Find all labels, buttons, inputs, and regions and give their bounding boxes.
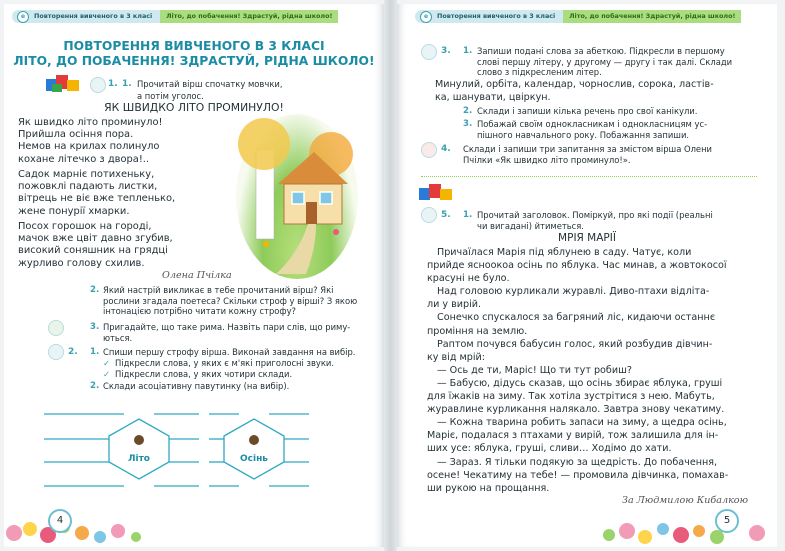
exercise4-line: Пчілки «Як швидко літо проминуло!». — [463, 154, 631, 165]
poem-line: кохане літечко з двора!.. — [18, 153, 150, 165]
poem-line: Немов на крилах полинуло — [18, 141, 160, 153]
exercise3-2-number: 2. — [463, 106, 473, 116]
exercise2-1-text: Спиши першу строфу вірша. Виконай завдання на вибір. — [103, 347, 356, 357]
exercise3-3-line: Побажай своїм однокласникам і однокласницям ус- — [477, 119, 708, 129]
left-page — [4, 4, 384, 547]
association-webs — [44, 404, 309, 489]
exercise2-number: 2. — [68, 347, 78, 357]
home-icon — [421, 142, 437, 158]
left-header-section: Повторення вивченого в 3 класі — [12, 10, 160, 23]
poem-line: вітрець не віє вже тепленько, — [18, 193, 176, 205]
story-line: — Ось де ти, Маріс! Що ти тут робиш? — [437, 364, 632, 376]
exercise3-3-line: пішного навчального року. Побажання запиши. — [477, 129, 690, 140]
task3-line: ються. — [103, 332, 133, 343]
exercise4-line: Склади і запиши три запитання за змістом вірша Олени — [463, 144, 713, 154]
exercise5-1-line: чи вигадані) йтиметься. — [477, 220, 584, 231]
exercise3-1-line: слові першу літеру, у другому — другу і так далі. Склади — [477, 56, 733, 67]
poem-line: мачок вже цвіт давно згубив, — [18, 233, 173, 245]
poem-author: Олена Пчілка — [162, 270, 232, 281]
story-line: красуні не було. — [427, 273, 510, 285]
story-line: прийде ясноокоа осінь по яблука. Час минав, а жовтокосої — [427, 260, 727, 272]
story-line: журавлине курликання налякало. Завтра знову чекатиму. — [427, 404, 725, 416]
blocks-icon — [419, 184, 457, 206]
word-list-line: Минулий, орбіта, календар, чорнослив, сорока, ластів- — [435, 79, 714, 90]
topic-title: ЛІТО, ДО ПОБАЧЕННЯ! ЗДРАСТУЙ, РІДНА ШКОЛО! — [13, 54, 375, 68]
task2-line: Який настрій викликає в тебе прочитаний вірш? Які — [103, 285, 334, 295]
task1-subnumber: 1. — [122, 79, 132, 89]
page-number-right: 5 — [715, 509, 739, 533]
poem-line: журливо голову схилив. — [18, 257, 145, 269]
exercise5-1-number: 1. — [463, 210, 473, 220]
check-icon: ✓ — [103, 358, 111, 368]
section-divider — [421, 176, 757, 177]
task3-text — [103, 322, 350, 343]
story-line: осене! Чекатиму на тебе! — промовила дівчинка, помахав- — [427, 469, 729, 481]
option-1-text: Підкресли слова, у яких є м'які приголосні звуки. — [115, 358, 335, 368]
exercise5-1-line: Прочитай заголовок. Поміркуй, про які події (реальні — [477, 210, 713, 220]
exercise5-number: 5. — [441, 210, 451, 220]
exercise4-text — [463, 144, 712, 165]
blocks-icon — [46, 75, 84, 97]
check-icon: ✓ — [103, 369, 111, 379]
flower-border-left — [4, 511, 204, 545]
header-logo-icon: е — [420, 11, 432, 23]
pencil-icon — [421, 44, 437, 60]
poem-line: Посох горошок на городі, — [18, 221, 152, 232]
story-line: — Зараз. Я тільки подякую за щедрість. До побачення, — [437, 456, 718, 468]
exercise4-number: 4. — [441, 144, 451, 154]
right-header — [415, 10, 741, 23]
poem-stanza-3 — [18, 221, 173, 270]
poem-line: пожовклі падають листки, — [18, 181, 158, 193]
task1-number: 1. — [108, 79, 118, 89]
book-gutter — [384, 0, 397, 551]
story-line: — Кожна тварина робить запаси на зиму, а щедра осінь, — [437, 417, 727, 429]
exercise3-1-text — [477, 46, 732, 78]
story-line: для їжаків на зиму. Так хотіла зустрітися з нею. Мабуть, — [427, 391, 715, 403]
autumn-house-illustration — [236, 114, 358, 279]
poem-stanza-1 — [18, 117, 162, 166]
exercise2-2-number: 2. — [90, 381, 100, 391]
page-number-left: 4 — [48, 509, 72, 533]
story-line: Маріє, подалася з птахами у вирій, тож залишила для ін- — [427, 430, 719, 442]
group-icon — [48, 320, 64, 336]
exercise2-1-number: 1. — [90, 347, 100, 357]
poem-line: Садок марніє потихеньку, — [18, 169, 155, 180]
exercise3-3-text — [477, 119, 707, 140]
task2-line: інтонацією потрібно читати кожну строфу? — [103, 306, 296, 317]
exercise3-3-number: 3. — [463, 119, 473, 129]
story-line: ши рукою на прощання. — [427, 482, 550, 494]
web-center-summer: Літо — [128, 454, 150, 464]
right-page — [397, 4, 777, 547]
exercise3-1-line: слово з підкресленим літер. — [477, 67, 602, 77]
task2-text — [103, 285, 357, 317]
story-text — [427, 246, 728, 495]
right-header-topic: Літо, до побачення! Здрастуй, рідна школо! — [563, 10, 741, 23]
left-header-topic: Літо, до побачення! Здрастуй, рідна школо! — [160, 10, 338, 23]
story-line: Причаїлася Марія під яблунею в саду. Чатує, коли — [437, 247, 692, 258]
pencil-icon — [48, 344, 64, 360]
exercise3-1-number: 1. — [463, 46, 473, 56]
task3-number: 3. — [90, 322, 100, 332]
task2-number: 2. — [90, 285, 100, 295]
story-line: — Бабусю, дідусь сказав, що осінь збирає яблука, груші — [437, 377, 723, 389]
story-author: За Людмилою Кибалкою — [622, 495, 749, 506]
web-center-autumn: Осінь — [240, 454, 268, 464]
option-2-text: Підкресли слова, у яких чотири склади. — [115, 369, 293, 379]
exercise3-number: 3. — [441, 46, 451, 56]
story-title: МРІЯ МАРІЇ — [558, 232, 616, 244]
task1-line-2: а потім уголос. — [137, 91, 204, 101]
story-line: ли у вирій. — [427, 299, 482, 311]
left-header — [12, 10, 338, 23]
poem-line: Прийшла осіння пора. — [18, 129, 134, 141]
poem-line: Як швидко літо проминуло! — [18, 117, 163, 128]
story-line: Сонечко спускалося за багряний ліс, кидаючи останнє — [437, 312, 716, 324]
flower-border-right — [597, 511, 777, 545]
task3-line: Пригадайте, що таке рима. Назвіть пари слів, що риму- — [103, 322, 351, 332]
story-line: Над головою курликали журавлі. Диво-птахи відліта- — [437, 286, 710, 298]
section-title: ПОВТОРЕННЯ ВИВЧЕНОГО В 3 КЛАСІ — [63, 39, 325, 53]
exercise5-1-text — [477, 210, 713, 231]
story-line: ку від мрій: — [427, 351, 485, 363]
poem-line: жене понурії хмарки. — [18, 205, 130, 217]
word-list — [435, 79, 714, 104]
poem-stanza-2 — [18, 169, 175, 218]
exercise2-2-text: Склади асоціативну павутинку (на вибір). — [103, 381, 290, 391]
story-line: проміння на землю. — [427, 325, 528, 337]
read-icon — [421, 207, 437, 223]
exercise3-1-line: Запиши подані слова за абеткою. Підкресли в першому — [477, 46, 725, 56]
word-list-line: ка, шанувати, цвіркун. — [435, 91, 551, 103]
story-line: Раптом почувся бабусин голос, який розбудив дівчин- — [437, 338, 713, 350]
poem-title: ЯК ШВИДКО ЛІТО ПРОМИНУЛО! — [104, 101, 284, 114]
task2-line: рослини згадала поетеса? Скільки строф у вірші? З якою — [103, 295, 358, 306]
task1-line-1: Прочитай вірш спочатку мовчки, — [137, 79, 283, 89]
read-icon — [90, 77, 106, 93]
exercise3-2-text: Склади і запиши кілька речень про свої канікули. — [477, 106, 698, 116]
header-logo-icon: е — [17, 11, 29, 23]
story-line: ших усе: яблука, груші, сливи… Ходімо до хати. — [427, 443, 672, 455]
poem-line: високий соняшник на грядці — [18, 245, 168, 257]
right-header-section: Повторення вивченого в 3 класі — [415, 10, 563, 23]
